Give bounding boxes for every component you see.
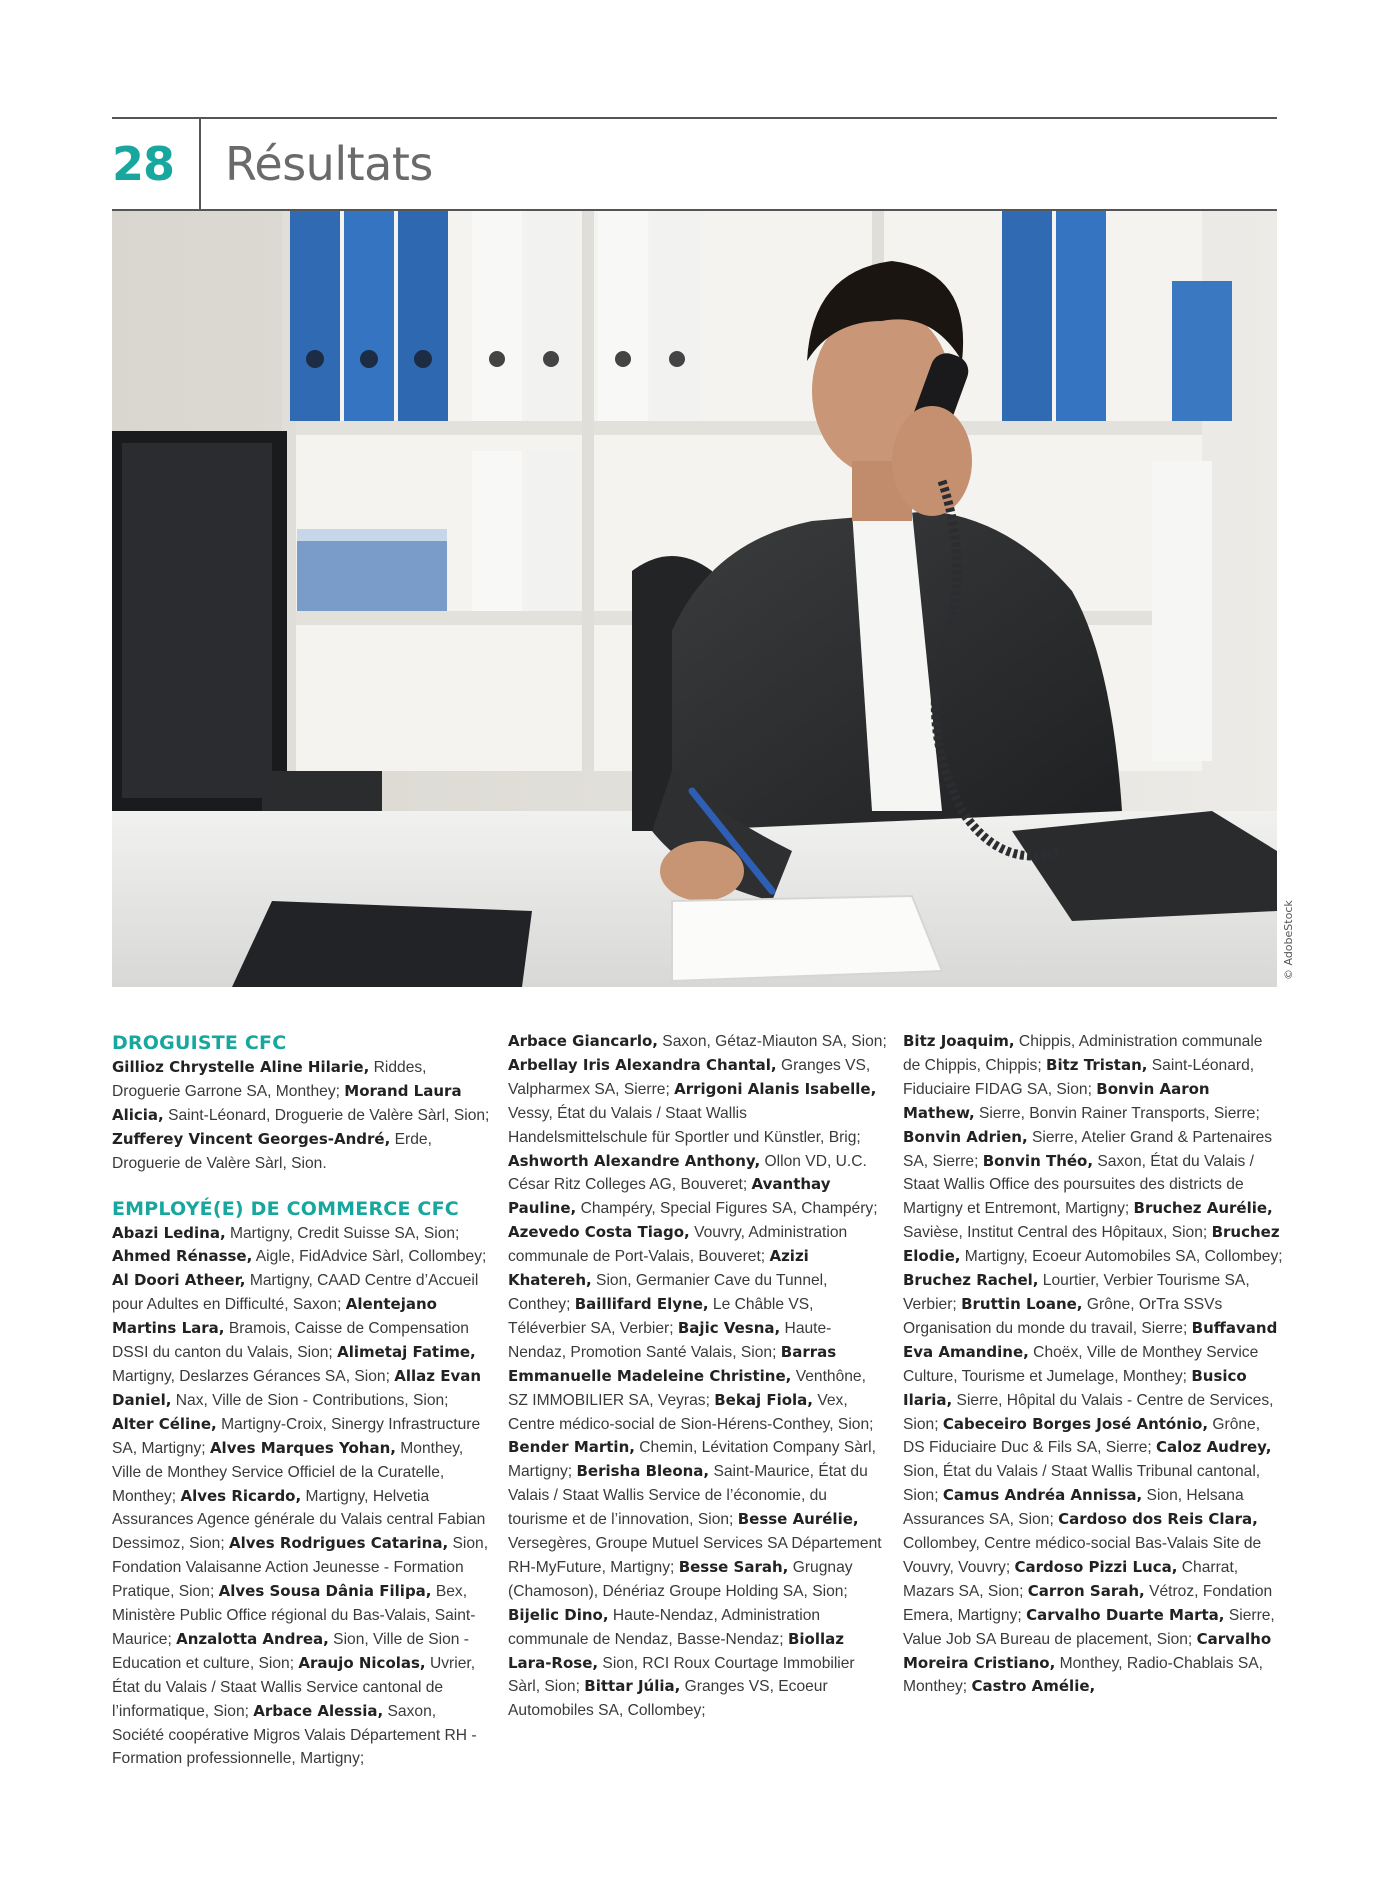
entry-name: Bitz Tristan, [1046, 1055, 1148, 1074]
entry-details: Saint-Maurice, État du Valais / Staat Wallis Service de l’économie, du tourisme et de l’innovation, Sion; [508, 1463, 868, 1529]
entry-details: Sion, Ville de Sion - Education et culture, Sion; [112, 1630, 469, 1672]
entry-name: Bajic Vesna, [677, 1318, 781, 1337]
entry-name: Bruchez Elodie, [903, 1223, 1280, 1266]
entry-name: Araujo Nicolas, [298, 1653, 426, 1672]
entry-details: Sierre, Bonvin Rainer Transports, Sierre; [974, 1104, 1260, 1122]
entry-name: Ahmed Rénasse, [112, 1247, 253, 1266]
entry-name: Arbellay Iris Alexandra Chantal, [508, 1055, 777, 1074]
section-heading-employe-commerce: EMPLOYÉ(E) DE COMMERCE CFC [112, 1197, 459, 1220]
entry-details: Haute-Nendaz, Administration communale de Nendaz, Basse-Nendaz; [508, 1606, 821, 1648]
entry-name: Morand Laura Alicia, [112, 1081, 462, 1124]
entry-name: Azevedo Costa Tiago, [508, 1223, 690, 1242]
entry-details: Haute-Nendaz, Promotion Santé Valais, Sion; [508, 1319, 832, 1361]
entry-details: Lourtier, Verbier Tourisme SA, Verbier; [903, 1272, 1250, 1313]
entry-details: Grône, DS Fiduciaire Duc & Fils SA, Sierre; [903, 1415, 1261, 1457]
entry-details: Venthône, SZ IMMOBILIER SA, Veyras; [508, 1367, 866, 1409]
entry-details: Riddes, Droguerie Garrone SA, Monthey; [112, 1059, 427, 1100]
entry-name: Bruchez Rachel, [903, 1271, 1039, 1290]
entry-details: Saxon, État du Valais / Staat Wallis Office des poursuites des districts de Martigny et Entremont, Martigny; [903, 1152, 1255, 1218]
entry-name: Besse Sarah, [678, 1557, 789, 1576]
entry-name: Bonvin Adrien, [903, 1127, 1028, 1146]
entry-details: Le Châble VS, Téléverbier SA, Verbier; [508, 1295, 814, 1337]
entry-name: Al Doori Atheer, [112, 1271, 246, 1290]
page-title: Résultats [225, 137, 433, 191]
entry-details: Martigny, Helvetia Assurances Agence générale du Valais central Fabian Dessimoz, Sion; [112, 1487, 486, 1553]
entry-details: Martigny, Ecoeur Automobiles SA, Collombey; [960, 1248, 1283, 1266]
entry-details: Martigny-Croix, Sinergy Infrastructure SA, Martigny; [112, 1415, 481, 1457]
entry-details: Uvrier, État du Valais / Staat Wallis Service cantonal de l’informatique, Sion; [112, 1654, 476, 1720]
entry-name: Berisha Bleona, [576, 1462, 710, 1481]
entry-details: Choëx, Ville de Monthey Service Culture, Tourisme et Jumelage, Monthey; [903, 1343, 1259, 1385]
entry-name: Gillioz Chrystelle Aline Hilarie, [112, 1058, 370, 1076]
entry-details: Martigny, Deslarzes Gérances SA, Sion; [112, 1367, 395, 1385]
entry-details: Chemin, Lévitation Company Sàrl, Martigny; [508, 1439, 876, 1481]
entry-details: Martigny, CAAD Centre d’Accueil pour Adultes en Difficulté, Saxon; [112, 1272, 479, 1314]
entry-name: Biollaz Lara-Rose, [508, 1629, 844, 1672]
entry-name: Bender Martin, [508, 1438, 635, 1457]
entry-name: Alves Rodrigues Catarina, [229, 1534, 449, 1553]
entry-details: Saint-Léonard, Fiduciaire FIDAG SA, Sion; [903, 1056, 1255, 1098]
entry-name: Arrigoni Alanis Isabelle, [674, 1079, 877, 1098]
entry-details: Saint-Léonard, Droguerie de Valère Sàrl, Sion; [163, 1106, 490, 1124]
entry-name: Barras Emmanuelle Madeleine Christine, [508, 1342, 837, 1385]
text-column-2 [508, 1030, 888, 1723]
entry-name: Abazi Ledina, [112, 1223, 226, 1242]
header-top-rule [112, 117, 1277, 119]
entry-details: Grugnay (Chamoson), Dénériaz Groupe Holding SA, Sion; [508, 1558, 853, 1600]
entry-details: Martigny, Credit Suisse SA, Sion; [225, 1224, 460, 1242]
entry-name: Bruchez Aurélie, [1133, 1199, 1273, 1218]
entry-details: Sierre, Value Job SA Bureau de placement, Sion; [903, 1606, 1275, 1648]
entry-details: Granges VS, Ecoeur Automobiles SA, Collombey; [508, 1678, 828, 1720]
section-body-droguiste [112, 1056, 492, 1176]
entry-details: Monthey, Radio-Chablais SA, Monthey; [903, 1654, 1264, 1696]
entry-name: Bonvin Aaron Mathew, [903, 1079, 1210, 1122]
entry-name: Alimetaj Fatime, [337, 1343, 476, 1362]
entry-details: Chippis, Administration communale de Chippis, Chippis; [903, 1033, 1263, 1074]
entry-details: Sierre, Hôpital du Valais - Centre de Services, Sion; [903, 1391, 1274, 1433]
entry-name: Busico Ilaria, [903, 1366, 1247, 1409]
entry-details: Sion, État du Valais / Staat Wallis Tribunal cantonal, Sion; [903, 1463, 1261, 1505]
page-number: 28 [112, 137, 175, 191]
entry-details: Savièse, Institut Central des Hôpitaux, Sion; [903, 1224, 1212, 1242]
entry-name: Carron Sarah, [1027, 1581, 1145, 1600]
entry-details: Vessy, État du Valais / Staat Wallis Handelsmittelschule für Sportler und Künstler, Brig; [508, 1104, 861, 1146]
entry-name: Avanthay Pauline, [508, 1175, 831, 1218]
entry-details: Saxon, Gétaz-Miauton SA, Sion; [657, 1033, 887, 1050]
entry-details: Grône, OrTra SSVs Organisation du monde du travail, Sierre; [903, 1295, 1223, 1337]
entry-name: Cabeceiro Borges José António, [942, 1414, 1209, 1433]
entry-details: Nax, Ville de Sion - Contributions, Sion; [171, 1391, 449, 1409]
entry-name: Caloz Audrey, [1156, 1438, 1272, 1457]
entry-name: Castro Amélie, [971, 1677, 1096, 1696]
header-divider [199, 117, 201, 210]
entry-name: Anzalotta Andrea, [176, 1629, 329, 1648]
entry-name: Besse Aurélie, [737, 1510, 859, 1529]
entry-name: Cardoso dos Reis Clara, [1058, 1510, 1258, 1529]
entry-details: Granges VS, Valpharmex SA, Sierre; [508, 1056, 871, 1098]
entry-details: Bramois, Caisse de Compensation DSSI du canton du Valais, Sion; [112, 1320, 469, 1362]
photo-credit: © AdobeStock [1282, 900, 1295, 980]
entry-details: Bex, Ministère Public Office régional du Bas-Valais, Saint-Maurice; [112, 1583, 476, 1648]
entry-name: Arbace Giancarlo, [508, 1032, 658, 1050]
entry-name: Bruttin Loane, [961, 1294, 1083, 1313]
entry-name: Azizi Khatereh, [508, 1247, 809, 1290]
entry-name: Alter Céline, [112, 1414, 217, 1433]
section-body-employe-commerce-part2 [508, 1030, 888, 1723]
entry-name: Cardoso Pizzi Luca, [1014, 1557, 1178, 1576]
entry-details: Saxon, Société coopérative Migros Valais Département RH - Formation professionnelle, Martigny; [112, 1702, 477, 1768]
section-body-employe-commerce-part3 [903, 1030, 1283, 1699]
entry-details: Aigle, FidAdvice Sàrl, Collombey; [252, 1248, 487, 1266]
entry-name: Baillifard Elyne, [574, 1294, 709, 1313]
entry-name: Camus Andréa Annissa, [942, 1486, 1143, 1505]
entry-name: Buffavand Eva Amandine, [903, 1318, 1278, 1361]
entry-name: Bitz Joaquim, [903, 1032, 1015, 1050]
entry-name: Ashworth Alexandre Anthony, [508, 1151, 761, 1170]
office-photo [112, 211, 1277, 987]
entry-details: Sion, Helsana Assurances SA, Sion; [903, 1487, 1244, 1529]
entry-name: Carvalho Duarte Marta, [1026, 1605, 1225, 1624]
entry-name: Carvalho Moreira Cristiano, [903, 1629, 1272, 1672]
section-heading-droguiste: DROGUISTE CFC [112, 1032, 287, 1054]
entry-name: Alves Ricardo, [180, 1486, 302, 1505]
entry-details: Champéry, Special Figures SA, Champéry; [576, 1200, 878, 1218]
entry-details: Vex, Centre médico-social de Sion-Hérens-Conthey, Sion; [508, 1391, 874, 1433]
text-column-1 [112, 1030, 492, 1771]
entry-name: Arbace Alessia, [253, 1701, 384, 1720]
entry-name: Bittar Júlia, [584, 1677, 681, 1696]
entry-name: Alves Marques Yohan, [209, 1438, 396, 1457]
entry-name: Bonvin Théo, [982, 1151, 1094, 1170]
entry-details: Vouvry, Administration communale de Port-Valais, Bouveret; [508, 1224, 848, 1266]
entry-details: Ollon VD, U.C. César Ritz Colleges AG, Bouveret; [508, 1152, 867, 1194]
entry-name: Allaz Evan Daniel, [112, 1366, 482, 1409]
entry-name: Alves Sousa Dânia Filipa, [218, 1582, 432, 1601]
entry-details: Sion, RCI Roux Courtage Immobilier Sàrl, Sion; [508, 1654, 855, 1696]
entry-details: Sion, Fondation Valaisanne Action Jeunesse - Formation Pratique, Sion; [112, 1535, 489, 1601]
entry-details: Vétroz, Fondation Emera, Martigny; [903, 1582, 1273, 1624]
entry-name: Zufferey Vincent Georges-André, [112, 1129, 391, 1148]
entry-details: Collombey, Centre médico-social Bas-Valais Site de Vouvry, Vouvry; [903, 1535, 1262, 1576]
entry-details: Versegères, Groupe Mutuel Services SA Département RH-MyFuture, Martigny; [508, 1535, 882, 1576]
entry-name: Bijelic Dino, [508, 1605, 609, 1624]
text-column-3 [903, 1030, 1283, 1699]
entry-details: Charrat, Mazars SA, Sion; [903, 1558, 1239, 1600]
section-body-employe-commerce-part1 [112, 1222, 492, 1772]
entry-details: Sion, Germanier Cave du Tunnel, Conthey; [508, 1272, 828, 1313]
entry-name: Alentejano Martins Lara, [112, 1295, 437, 1338]
entry-name: Bekaj Fiola, [714, 1390, 813, 1409]
entry-details: Erde, Droguerie de Valère Sàrl, Sion. [112, 1130, 432, 1172]
entry-details: Monthey, Ville de Monthey Service Officiel de la Curatelle, Monthey; [112, 1439, 464, 1505]
entry-details: Sierre, Atelier Grand & Partenaires SA, Sierre; [903, 1128, 1273, 1170]
